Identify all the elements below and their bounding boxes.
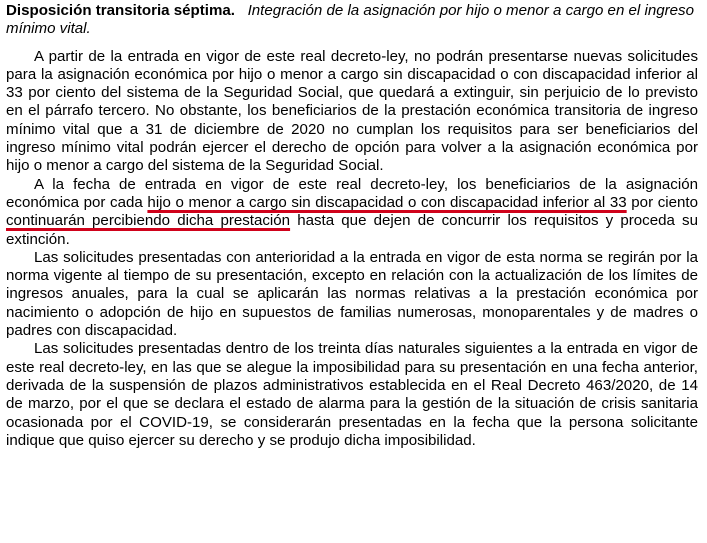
provision-title: Disposición transitoria séptima. (6, 2, 235, 19)
paragraph-3: Las solicitudes presentadas con anterioridad a la entrada en vigor de esta norma se regirán por la norma vigente al tiempo de su presentación, excepto en relación con la actualización de los límites de ingresos anuales, para la cual se aplicarán las normas relativas a la prestación económica por nacimiento o adopción de hijo en supuestos de familias numerosas, monoparentales y de madres o padres con discapacidad. (6, 248, 698, 340)
document-page (6, 2, 698, 450)
underlined-phrase-2: continuarán percibiendo dicha prestación (6, 212, 291, 230)
paragraph-2-text-after: hasta que dejen de concurrir los requisitos y proceda su extinción. (6, 212, 698, 248)
paragraph-2-text-before: A la fecha de entrada en vigor de este real decreto-ley, los beneficiarios de la asignación económica por cada (6, 175, 698, 211)
paragraph-4: Las solicitudes presentadas dentro de los treinta días naturales siguientes a la entrada en vigor de este real decreto-ley, en las que se alegue la imposibilidad para su presentación en una fecha anterior, derivada de la suspensión de plazos administrativos establecida en el Real Decreto 463/2020, de 14 de marzo, por el que se declara el estado de alarma para la gestión de la situación de crisis sanitaria ocasionada por el COVID-19, se considerarán presentadas en la fecha que la persona solicitante indique que quiso ejercer su derecho y se produjo dicha imposibilidad. (6, 340, 698, 449)
paragraph-1: A partir de la entrada en vigor de este real decreto-ley, no podrán presentarse nuevas solicitudes para la asignación económica por hijo o menor a cargo sin discapacidad o con discapacidad inferior al 33 por ciento del sistema de la Seguridad Social, que quedará a extinguir, sin perjuicio de lo previsto en el párrafo tercero. No obstante, los beneficiarios de la prestación económica transitoria de ingreso mínimo vital que a 31 de diciembre de 2020 no cumplan los requisitos para ser beneficiarios del ingreso mínimo vital podrán ejercer el derecho de opción para volver a la asignación económica por hijo o menor a cargo del sistema de la Seguridad Social. (6, 47, 698, 175)
underlined-phrase-1: hijo o menor a cargo sin discapacidad o con discapacidad inferior al 33 (147, 193, 627, 211)
provision-heading (6, 2, 698, 39)
provision-subtitle: Integración de la asignación por hijo o menor a cargo en el ingreso mínimo vital. (6, 2, 694, 38)
paragraph-2 (6, 176, 698, 249)
paragraph-2-text-middle: por ciento (626, 193, 698, 211)
